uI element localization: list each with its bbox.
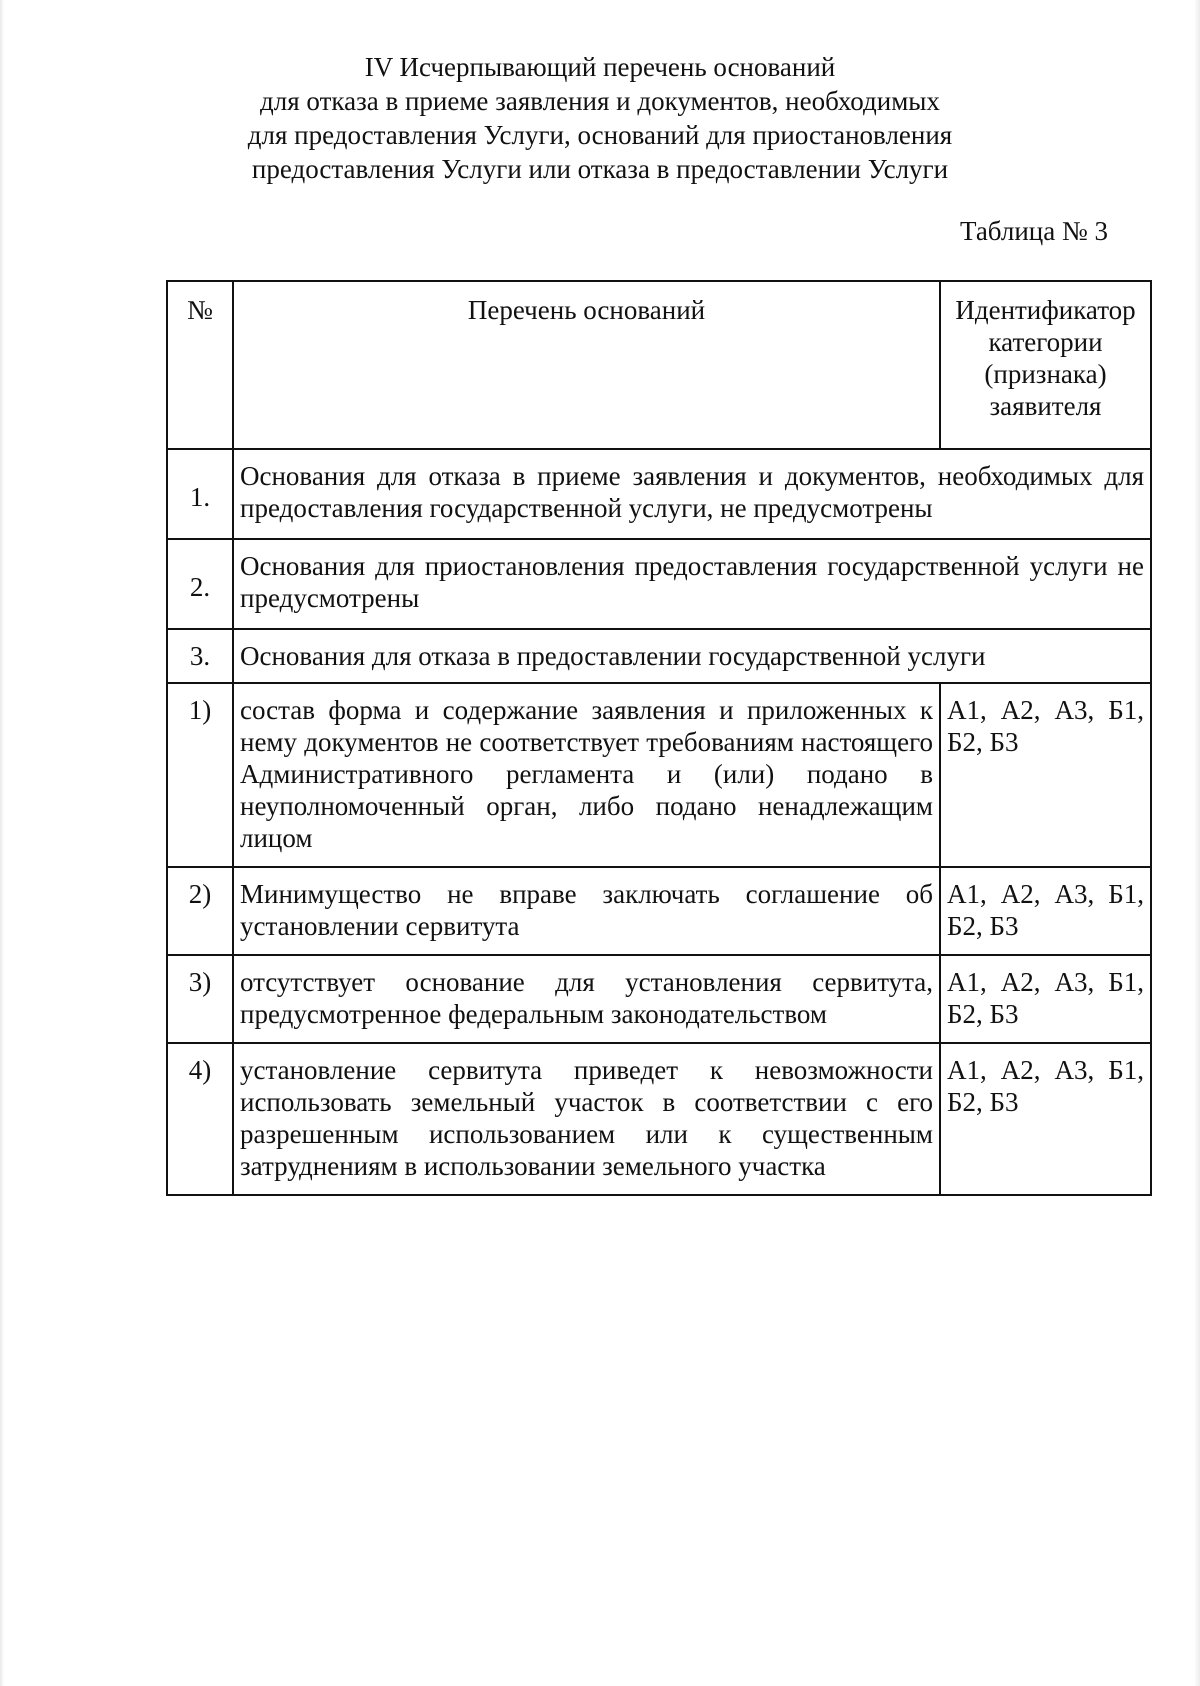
row-identifier: А1, А2, А3, Б1, Б2, Б3 (940, 1043, 1151, 1195)
row-num: 2. (167, 539, 233, 629)
row-text: установление сервитута приведет к невозможности использовать земельный участок в соответствии с его разрешенным использованием или к существенным затруднениям в использовании земельного участка (233, 1043, 940, 1195)
table-row (167, 955, 1151, 1043)
table-caption: Таблица № 3 (960, 216, 1108, 246)
row-identifier: А1, А2, А3, Б1, Б2, Б3 (940, 867, 1151, 955)
section-heading (150, 50, 1050, 186)
heading-line: для предоставления Услуги, оснований для приостановления (247, 120, 953, 150)
row-num: 3) (167, 955, 233, 1043)
row-text: состав форма и содержание заявления и приложенных к нему документов не соответствует требованиям настоящего Административного регламента и (или) подано в неуполномоченный орган, либо подано ненадлежащим лицом (233, 683, 940, 867)
table-row (167, 1043, 1151, 1195)
row-text: отсутствует основание для установления сервитута, предусмотренное федеральным законодательством (233, 955, 940, 1043)
row-text: Минимущество не вправе заключать соглашение об установлении сервитута (233, 867, 940, 955)
row-num: 4) (167, 1043, 233, 1195)
row-num: 2) (167, 867, 233, 955)
row-identifier: А1, А2, А3, Б1, Б2, Б3 (940, 683, 1151, 867)
heading-line: для отказа в приеме заявления и документов, необходимых (260, 86, 940, 116)
row-num: 1. (167, 449, 233, 539)
header-identifier: Идентификатор категории (признака) заявителя (940, 281, 1151, 449)
row-num: 1) (167, 683, 233, 867)
table-row (167, 867, 1151, 955)
table-header-row (167, 281, 1151, 449)
table-row (167, 629, 1151, 683)
heading-line: IV Исчерпывающий перечень оснований (364, 52, 836, 82)
scan-edge-left (0, 0, 4, 1686)
row-identifier: А1, А2, А3, Б1, Б2, Б3 (940, 955, 1151, 1043)
table-row (167, 683, 1151, 867)
row-text: Основания для отказа в предоставлении государственной услуги (233, 629, 1151, 683)
row-num: 3. (167, 629, 233, 683)
row-text: Основания для отказа в приеме заявления и документов, необходимых для предоставления государственной услуги, не предусмотрены (233, 449, 1151, 539)
table-row (167, 539, 1151, 629)
table-row (167, 449, 1151, 539)
scan-edge-right (1194, 0, 1200, 1686)
row-text: Основания для приостановления предоставления государственной услуги не предусмотрены (233, 539, 1151, 629)
grounds-table (166, 280, 1152, 1196)
header-grounds: Перечень оснований (233, 281, 940, 449)
header-num: № (167, 281, 233, 449)
heading-line: предоставления Услуги или отказа в предоставлении Услуги (251, 154, 949, 184)
